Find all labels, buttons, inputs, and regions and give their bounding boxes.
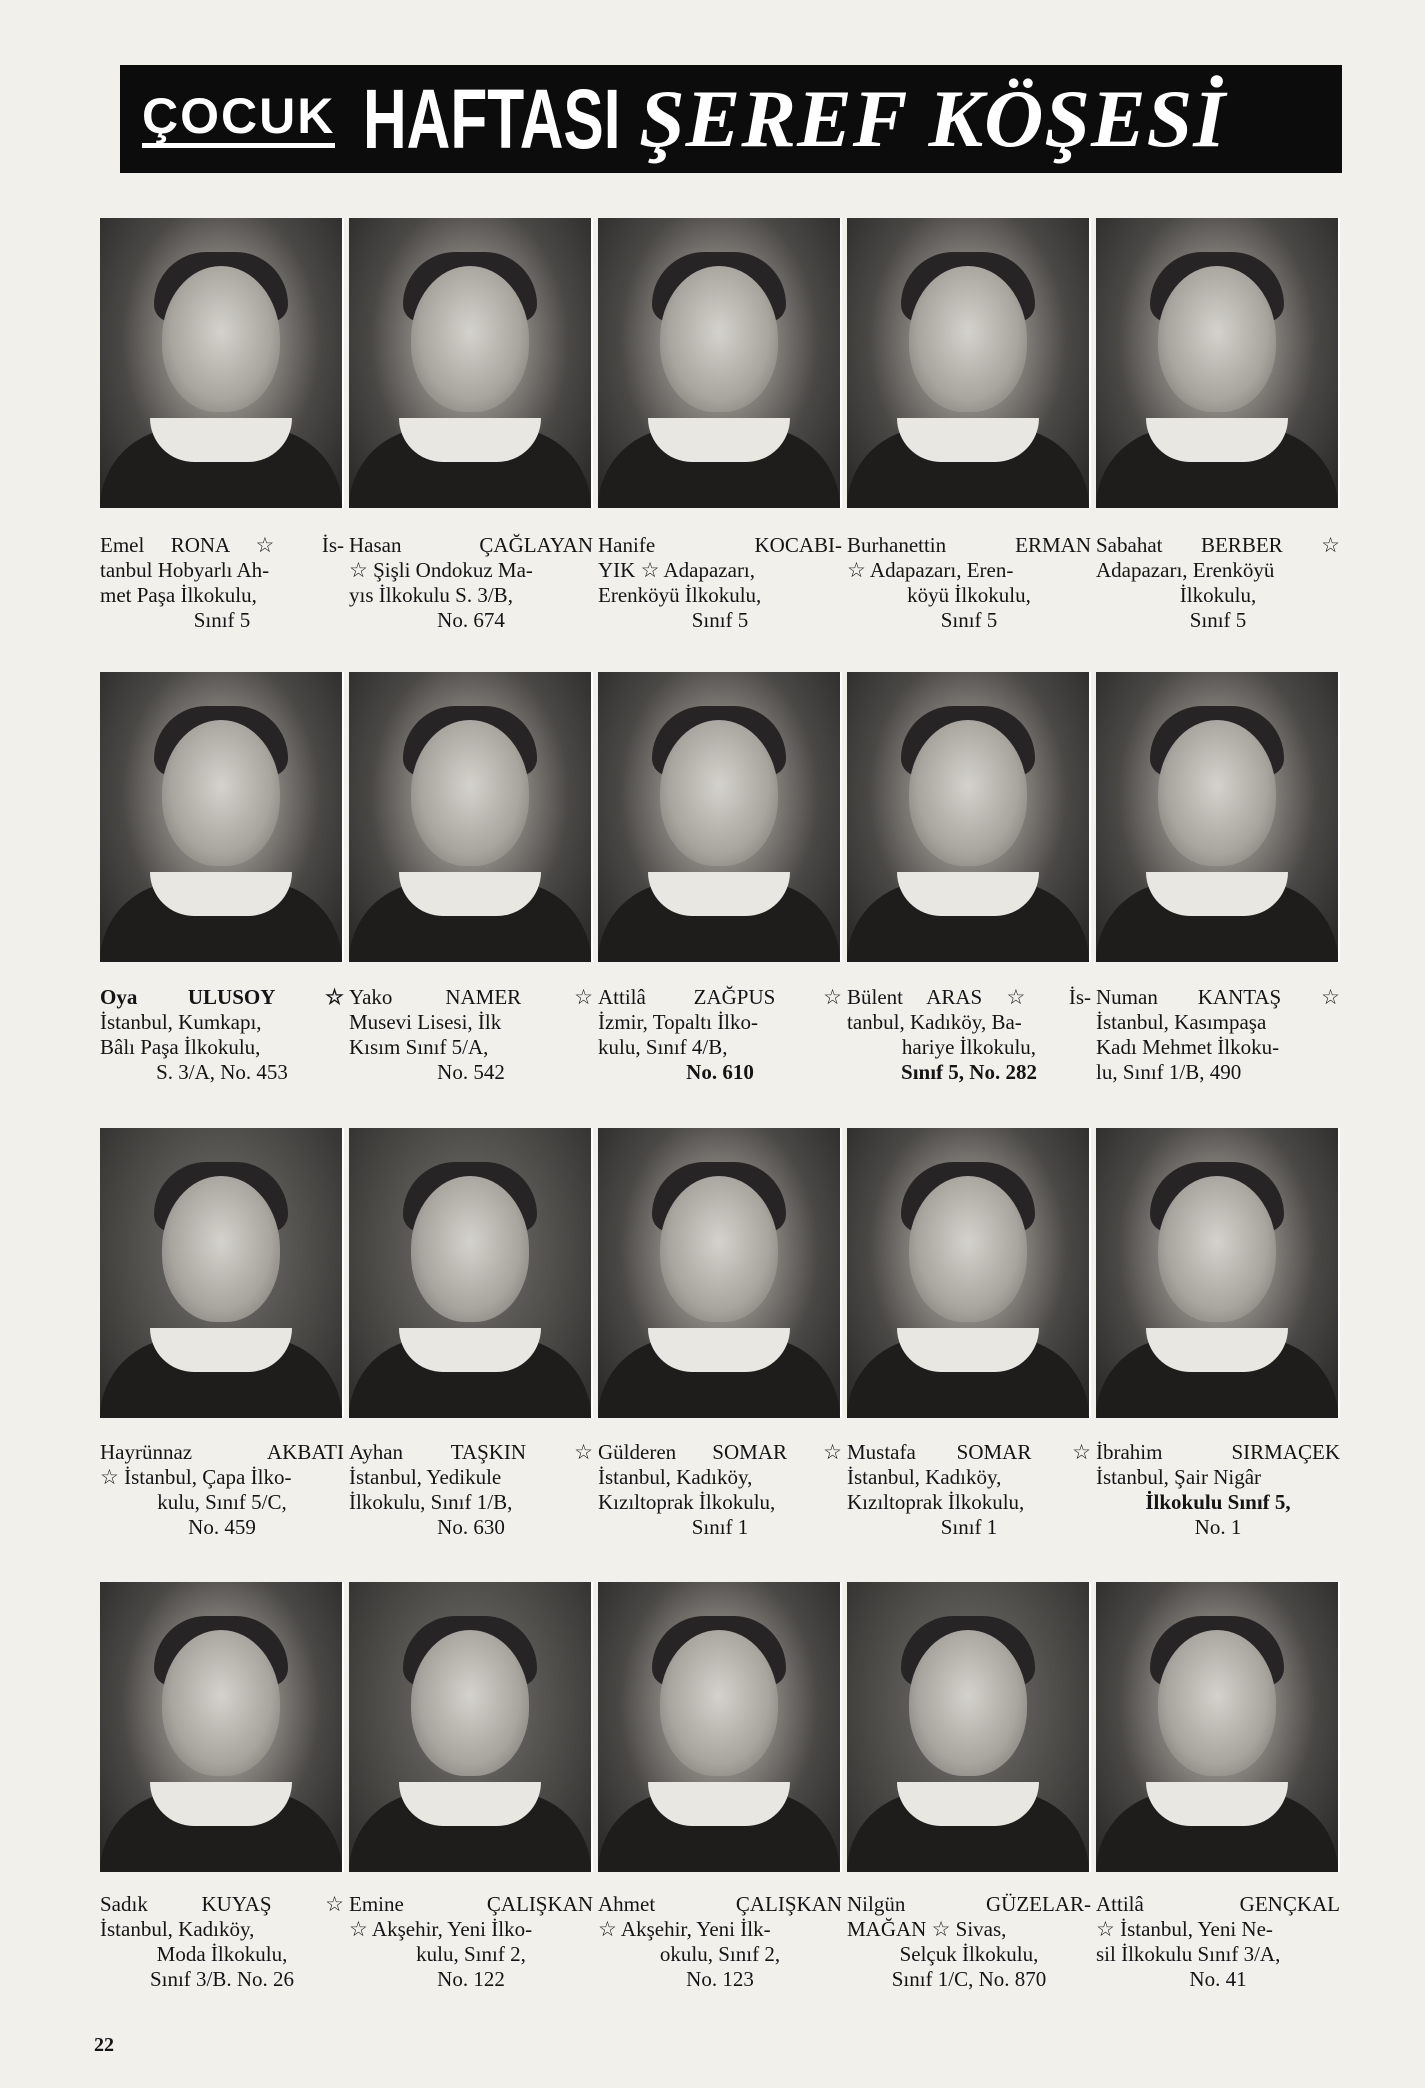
child-photo (1096, 1128, 1340, 1418)
caption-line: Sınıf 5 (691, 608, 749, 632)
child-caption (100, 985, 344, 1085)
caption-line: köyü İlkokulu, (907, 583, 1031, 607)
child-photo (349, 1582, 593, 1872)
caption-line: ☆ Akşehir, Yeni İlk- (598, 1917, 771, 1941)
caption-line: No. 459 (188, 1515, 256, 1539)
title-word-haftasi: HAFTASI (363, 72, 621, 166)
child-caption (349, 533, 593, 633)
caption-line: ☆ Şişli Ondokuz Ma- (349, 558, 533, 582)
caption-line: No. 630 (437, 1515, 505, 1539)
caption-line: ☆ İstanbul, Yeni Ne- (1096, 1917, 1273, 1941)
caption-line: tanbul Hobyarlı Ah- (100, 558, 270, 582)
caption-line: Erenköyü İlkokulu, (598, 583, 762, 607)
caption-line: Attilâ ZAĞPUS ☆ (598, 985, 842, 1009)
caption-line: Sınıf 1/C, No. 870 (891, 1967, 1047, 1991)
caption-line: Yako NAMER ☆ (349, 985, 593, 1009)
caption-line: Adapazarı, Erenköyü (1096, 558, 1275, 582)
child-caption (598, 1892, 842, 1992)
caption-line: ☆ Akşehir, Yeni İlko- (349, 1917, 533, 1941)
caption-line: kulu, Sınıf 4/B, (598, 1035, 728, 1059)
caption-line: Sınıf 1 (691, 1515, 749, 1539)
child-photo (847, 218, 1091, 508)
caption-line: Sadık KUYAŞ ☆ (100, 1892, 344, 1916)
photo-row-4 (100, 1582, 1340, 1872)
child-caption (349, 985, 593, 1085)
caption-line: Sınıf 5, No. 282 (901, 1060, 1037, 1084)
caption-line: kulu, Sınıf 2, (416, 1942, 526, 1966)
child-photo (100, 672, 344, 962)
caption-line: İstanbul, Kasımpaşa (1096, 1010, 1267, 1034)
child-photo (1096, 672, 1340, 962)
child-caption (1096, 533, 1340, 633)
child-caption (349, 1892, 593, 1992)
caption-line: No. 123 (686, 1967, 754, 1991)
caption-line: İstanbul, Kumkapı, (100, 1010, 262, 1034)
caption-line: Selçuk İlkokulu, (899, 1942, 1039, 1966)
caption-line: yıs İlkokulu S. 3/B, (349, 583, 513, 607)
caption-line: İzmir, Topaltı İlko- (598, 1010, 759, 1034)
caption-row-3 (100, 1440, 1340, 1540)
caption-line: Gülderen SOMAR ☆ (598, 1440, 842, 1464)
caption-line: Oya ULUSOY ☆ (100, 985, 344, 1009)
caption-line: Sabahat BERBER ☆ (1096, 533, 1340, 557)
child-photo (100, 1128, 344, 1418)
child-photo (349, 1128, 593, 1418)
child-photo (598, 672, 842, 962)
child-caption (598, 985, 842, 1085)
caption-line: No. 1 (1194, 1515, 1242, 1539)
caption-line: No. 542 (437, 1060, 505, 1084)
caption-line: No. 610 (686, 1060, 754, 1084)
child-caption (847, 1892, 1091, 1992)
child-photo (100, 1582, 344, 1872)
title-word-cocuk: ÇOCUK (142, 91, 335, 148)
caption-line: Nilgün GÜZELAR- (847, 1892, 1091, 1916)
caption-line: ☆ İstanbul, Çapa İlko- (100, 1465, 292, 1489)
child-caption (598, 1440, 842, 1540)
caption-line: Kızıltoprak İlkokulu, (847, 1490, 1025, 1514)
caption-line: İlkokulu, (1179, 583, 1257, 607)
caption-line: Hanife KOCABI- (598, 533, 842, 557)
caption-line: Sınıf 5 (940, 608, 998, 632)
child-photo (847, 672, 1091, 962)
caption-line: okulu, Sınıf 2, (659, 1942, 781, 1966)
child-photo (1096, 218, 1340, 508)
caption-line: Kızıltoprak İlkokulu, (598, 1490, 776, 1514)
caption-line: İstanbul, Yedikule (349, 1465, 502, 1489)
child-photo (349, 218, 593, 508)
caption-line: No. 674 (437, 608, 505, 632)
page-number: 22 (94, 2034, 114, 2056)
child-caption (847, 985, 1091, 1085)
caption-line: Emine ÇALIŞKAN (349, 1892, 593, 1916)
caption-line: Emel RONA ☆ İs- (100, 533, 344, 557)
child-photo (598, 1582, 842, 1872)
caption-line: İstanbul, Kadıköy, (847, 1465, 1002, 1489)
caption-line: S. 3/A, No. 453 (156, 1060, 288, 1084)
child-caption (100, 533, 344, 633)
caption-line: Kadı Mehmet İlkoku- (1096, 1035, 1280, 1059)
caption-line: İstanbul, Kadıköy, (100, 1917, 255, 1941)
caption-line: Hayrünnaz AKBATI (100, 1440, 344, 1464)
caption-line: MAĞAN ☆ Sivas, (847, 1917, 1007, 1941)
caption-line: Musevi Lisesi, İlk (349, 1010, 502, 1034)
caption-line: Attilâ GENÇKAL (1096, 1892, 1340, 1916)
child-caption (1096, 1440, 1340, 1540)
child-photo (349, 672, 593, 962)
child-caption (1096, 1892, 1340, 1992)
photo-row-3 (100, 1128, 1340, 1418)
child-photo (847, 1128, 1091, 1418)
caption-line: Numan KANTAŞ ☆ (1096, 985, 1340, 1009)
caption-line: İstanbul, Şair Nigâr (1096, 1465, 1262, 1489)
caption-line: kulu, Sınıf 5/C, (157, 1490, 287, 1514)
caption-line: No. 41 (1189, 1967, 1247, 1991)
caption-line: Bülent ARAS ☆ İs- (847, 985, 1091, 1009)
caption-row-4 (100, 1892, 1340, 1992)
child-photo (1096, 1582, 1340, 1872)
caption-line: met Paşa İlkokulu, (100, 583, 257, 607)
photo-row-1 (100, 218, 1340, 508)
caption-line: İbrahim SIRMAÇEK (1096, 1440, 1340, 1464)
caption-line: Sınıf 3/B. No. 26 (149, 1967, 295, 1991)
child-photo (598, 1128, 842, 1418)
caption-line: lu, Sınıf 1/B, 490 (1096, 1060, 1242, 1084)
caption-line: İstanbul, Kadıköy, (598, 1465, 753, 1489)
caption-line: sil İlkokulu Sınıf 3/A, (1096, 1942, 1281, 1966)
caption-line: Ayhan TAŞKIN ☆ (349, 1440, 593, 1464)
title-banner (120, 65, 1342, 173)
caption-line: Hasan ÇAĞLAYAN (349, 533, 593, 557)
caption-line: Sınıf 1 (940, 1515, 998, 1539)
child-caption (100, 1440, 344, 1540)
caption-line: Sınıf 5 (1189, 608, 1247, 632)
child-caption (847, 533, 1091, 633)
caption-row-1 (100, 533, 1340, 633)
caption-line: hariye İlkokulu, (901, 1035, 1037, 1059)
child-photo (847, 1582, 1091, 1872)
child-caption (100, 1892, 344, 1992)
caption-line: Kısım Sınıf 5/A, (349, 1035, 489, 1059)
caption-row-2 (100, 985, 1340, 1085)
caption-line: Burhanettin ERMAN (847, 533, 1091, 557)
child-caption (1096, 985, 1340, 1085)
caption-line: YIK ☆ Adapazarı, (598, 558, 756, 582)
caption-line: İlkokulu Sınıf 5, (1145, 1490, 1291, 1514)
photo-row-2 (100, 672, 1340, 962)
caption-line: Sınıf 5 (193, 608, 251, 632)
caption-line: tanbul, Kadıköy, Ba- (847, 1010, 1022, 1034)
caption-line: Moda İlkokulu, (156, 1942, 288, 1966)
caption-line: No. 122 (437, 1967, 505, 1991)
child-caption (598, 533, 842, 633)
child-caption (847, 1440, 1091, 1540)
caption-line: Ahmet ÇALIŞKAN (598, 1892, 842, 1916)
caption-line: ☆ Adapazarı, Eren- (847, 558, 1014, 582)
child-photo (100, 218, 344, 508)
child-photo (598, 218, 842, 508)
caption-line: İlkokulu, Sınıf 1/B, (349, 1490, 513, 1514)
caption-line: Bâlı Paşa İlkokulu, (100, 1035, 261, 1059)
caption-line: Mustafa SOMAR ☆ (847, 1440, 1091, 1464)
child-caption (349, 1440, 593, 1540)
title-word-seref-kosesi: ŞEREF KÖŞESİ (639, 73, 1227, 164)
